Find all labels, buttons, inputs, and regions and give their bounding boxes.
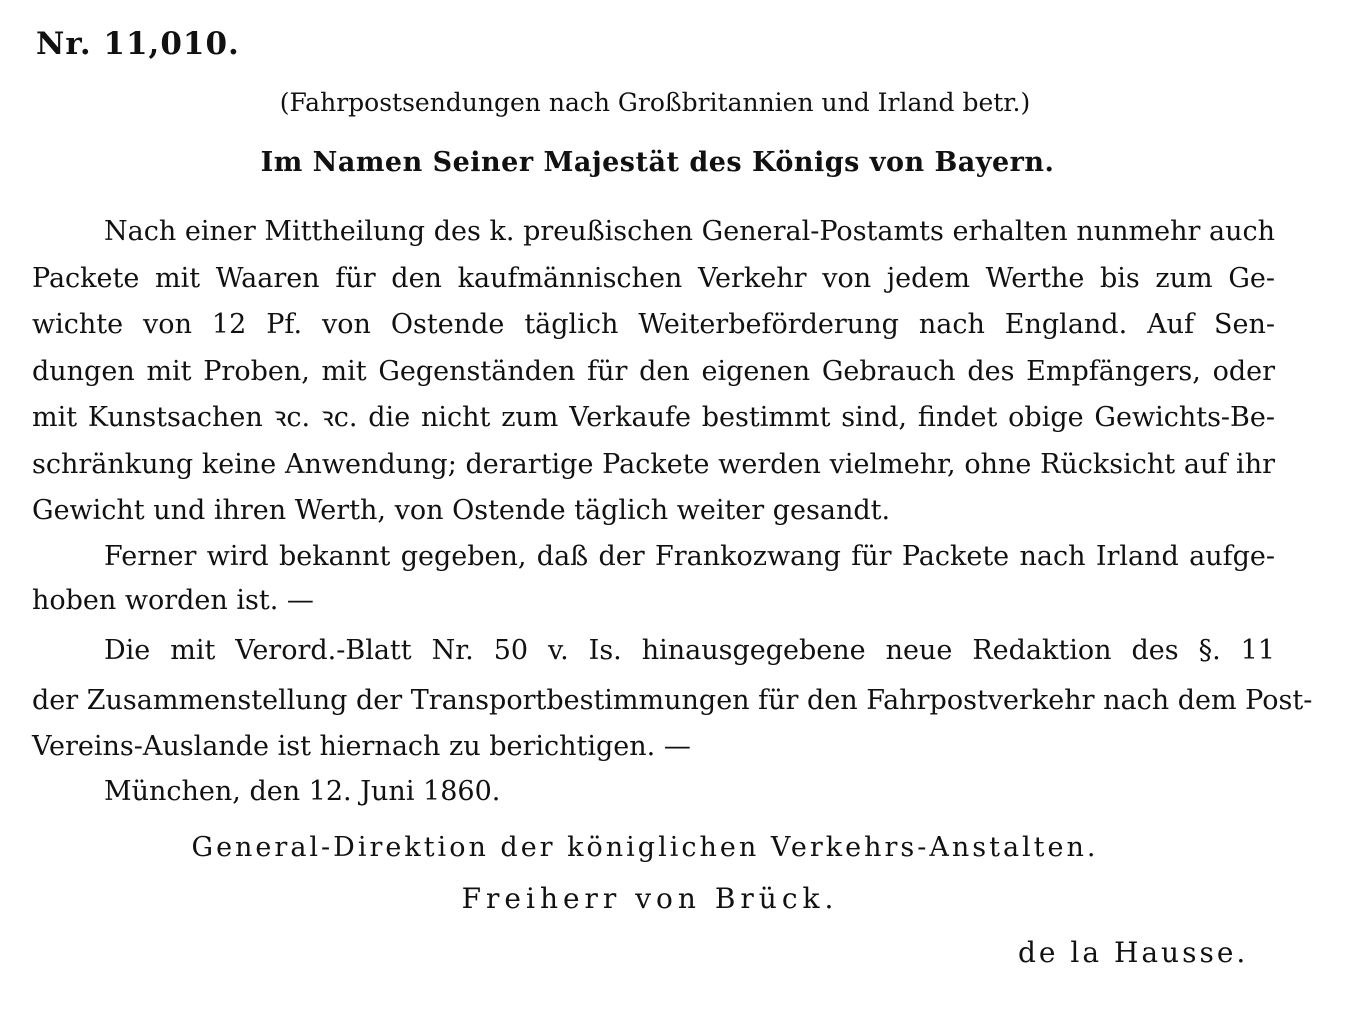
body-line: schränkung keine Anwendung; derartige Packete werden vielmehr, ohne Rücksicht auf ihr — [32, 449, 1275, 480]
body-line: dungen mit Proben, mit Gegenständen für den eigenen Gebrauch des Empfängers, oder — [32, 356, 1275, 387]
document-subject: (Fahrpostsendungen nach Großbritannien und Irland betr.) — [279, 88, 1031, 117]
date-line: München, den 12. Juni 1860. — [104, 776, 501, 807]
royal-invocation: Im Namen Seiner Majestät des Königs von Bayern. — [260, 147, 1055, 178]
signatory-primary: Freiherr von Brück. — [461, 882, 839, 915]
body-line: wichte von 12 Pf. von Ostende täglich Weiterbeförderung nach England. Auf Sen- — [32, 309, 1275, 340]
body-line: Gewicht und ihren Werth, von Ostende täglich weiter gesandt. — [32, 495, 891, 526]
body-line: hoben worden ist. — — [32, 585, 314, 616]
signatory-secondary: de la Hausse. — [1018, 936, 1249, 969]
body-line: mit Kunstsachen ꝛc. ꝛc. die nicht zum Verkaufe bestimmt sind, findet obige Gewichts-Be- — [32, 402, 1275, 433]
body-line: Die mit Verord.-Blatt Nr. 50 v. Is. hinausgegebene neue Redaktion des §. 11 — [104, 635, 1275, 666]
body-line: Packete mit Waaren für den kaufmännischen Verkehr von jedem Werthe bis zum Ge- — [32, 263, 1275, 294]
document-number: Nr. 11,010. — [36, 26, 240, 62]
body-line: Nach einer Mittheilung des k. preußischen General-Postamts erhalten nunmehr auch — [104, 216, 1275, 247]
issuing-authority: General-Direktion der königlichen Verkehrs-Anstalten. — [191, 832, 1099, 863]
body-line: der Zusammenstellung der Transportbestimmungen für den Fahrpostverkehr nach dem Post- — [32, 685, 1313, 716]
body-line: Vereins-Auslande ist hiernach zu berichtigen. — — [32, 731, 691, 762]
body-line: Ferner wird bekannt gegeben, daß der Frankozwang für Packete nach Irland aufge- — [104, 541, 1275, 572]
